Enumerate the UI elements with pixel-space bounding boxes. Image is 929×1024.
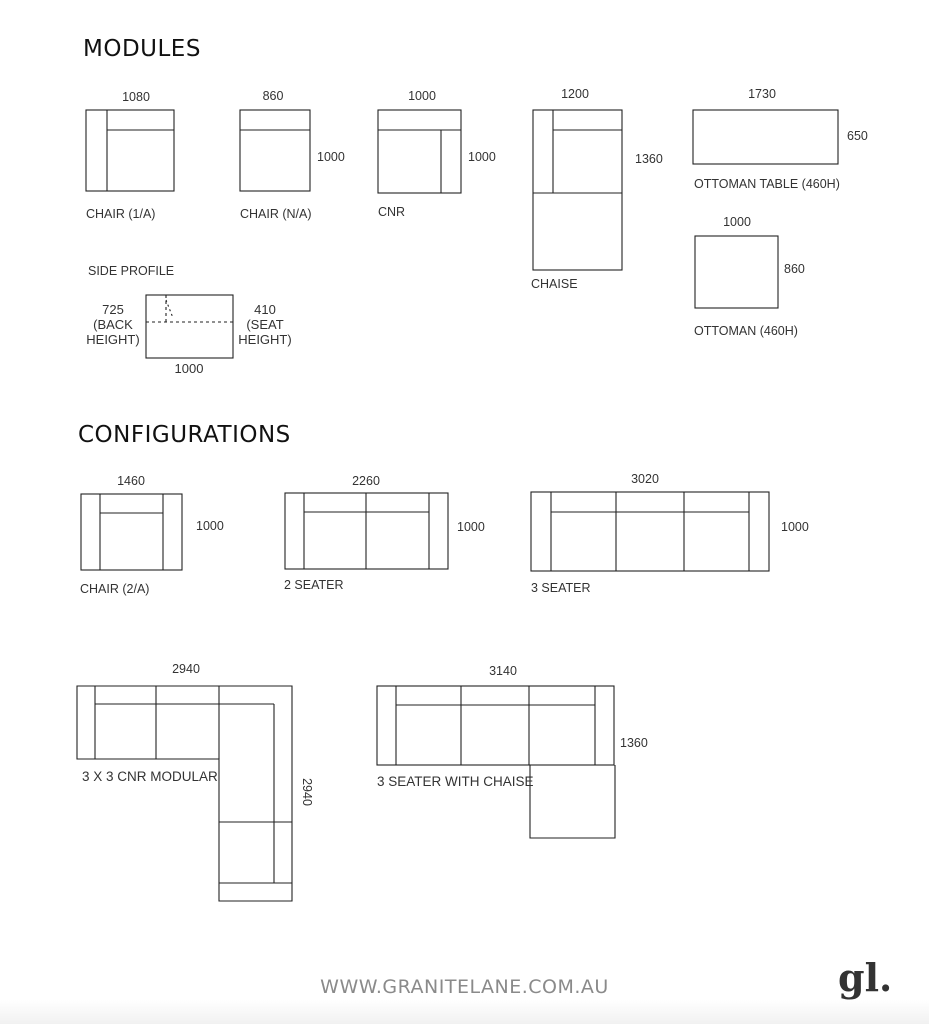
config-two-seater — [285, 493, 448, 569]
config-seater-chaise — [377, 686, 615, 838]
cnr-modular-width: 2940 — [172, 662, 200, 676]
two-seater-depth: 1000 — [457, 520, 485, 534]
website-url[interactable]: WWW.GRANITELANE.COM.AU — [320, 976, 609, 998]
cnr-modular-outline — [77, 686, 292, 901]
chair-1a-outline — [86, 110, 174, 191]
chaise-width: 1200 — [561, 87, 589, 101]
module-ottoman — [695, 236, 778, 308]
chair-na-depth: 1000 — [317, 150, 345, 164]
chair-na-width: 860 — [262, 89, 284, 103]
cnr-width: 1000 — [408, 89, 436, 103]
back-height-value: 725 — [102, 302, 124, 317]
side-profile-outline — [146, 295, 233, 358]
chair-1a-label: CHAIR (1/A) — [86, 207, 156, 221]
seat-height-value: 410 — [254, 302, 276, 317]
module-cnr — [378, 110, 461, 193]
ottoman-table-label: OTTOMAN TABLE (460H) — [694, 177, 840, 191]
back-height-label-2: HEIGHT) — [86, 332, 140, 347]
chair-2a-width: 1460 — [117, 474, 145, 488]
three-seater-label: 3 SEATER — [531, 581, 591, 595]
seater-chaise-label: 3 SEATER WITH CHAISE — [377, 774, 534, 789]
chaise-label: CHAISE — [531, 277, 578, 291]
side-profile-depth: 1000 — [174, 361, 204, 376]
chair-2a-depth: 1000 — [196, 519, 224, 533]
page-bottom-shade — [0, 1000, 929, 1024]
chaise-outline — [533, 110, 622, 270]
side-profile-label: SIDE PROFILE — [88, 264, 175, 278]
back-height-label-1: (BACK — [93, 317, 133, 332]
module-chaise — [533, 110, 622, 270]
ottoman-label: OTTOMAN (460H) — [694, 324, 798, 338]
module-chair-1a — [86, 110, 174, 191]
module-chair-na — [240, 110, 310, 191]
module-ottoman-table — [693, 110, 838, 164]
chair-na-outline — [240, 110, 310, 191]
seater-chaise-depth: 1360 — [620, 736, 648, 750]
side-profile-drawing — [146, 295, 233, 358]
ottoman-table-width: 1730 — [748, 87, 776, 101]
ottoman-depth: 860 — [784, 262, 805, 276]
cnr-label: CNR — [378, 205, 406, 219]
seat-height-label-2: HEIGHT) — [238, 332, 292, 347]
config-three-seater — [531, 492, 769, 571]
three-seater-width: 3020 — [631, 472, 659, 486]
configurations-heading: CONFIGURATIONS — [78, 422, 291, 448]
config-chair-2a — [81, 494, 182, 570]
cnr-depth: 1000 — [468, 150, 496, 164]
back-slope — [166, 300, 173, 318]
brand-logo — [836, 955, 896, 1005]
chaise-depth: 1360 — [635, 152, 663, 166]
three-seater-depth: 1000 — [781, 520, 809, 534]
two-seater-width: 2260 — [352, 474, 380, 488]
chair-na-label: CHAIR (N/A) — [240, 207, 312, 221]
seater-chaise-width: 3140 — [489, 664, 517, 678]
seater-chaise-main-outline — [377, 686, 614, 765]
brand-logo-text: gl. — [838, 955, 893, 1000]
ottoman-table-outline — [693, 110, 838, 164]
chair-2a-outline — [81, 494, 182, 570]
modules-heading: MODULES — [83, 36, 201, 62]
chair-2a-label: CHAIR (2/A) — [80, 582, 150, 596]
ottoman-table-depth: 650 — [847, 129, 868, 143]
config-cnr-modular — [77, 686, 292, 901]
cnr-modular-depth: 2940 — [300, 778, 314, 806]
cnr-outline — [378, 110, 461, 193]
seat-height-label-1: (SEAT — [246, 317, 284, 332]
three-seater-outline — [531, 492, 769, 571]
cnr-modular-label: 3 X 3 CNR MODULAR — [82, 769, 218, 784]
seater-chaise-extension — [530, 765, 615, 838]
ottoman-width: 1000 — [723, 215, 751, 229]
two-seater-label: 2 SEATER — [284, 578, 344, 592]
ottoman-outline — [695, 236, 778, 308]
chair-1a-width: 1080 — [122, 90, 150, 104]
